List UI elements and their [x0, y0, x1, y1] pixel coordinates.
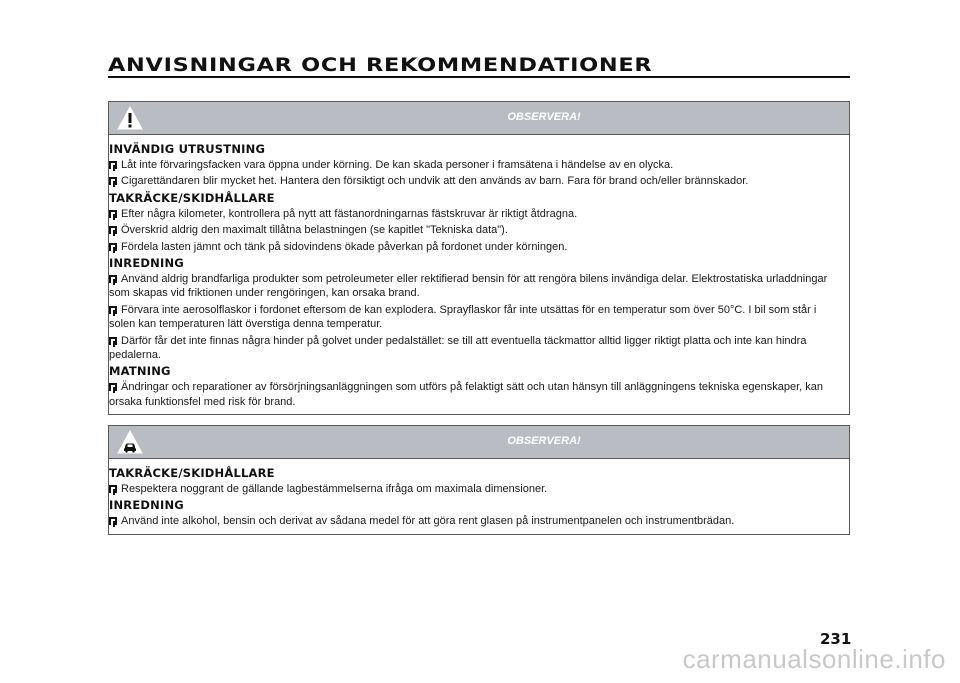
warning-box-title: OBSERVERA!: [507, 111, 581, 123]
bullet-icon: [109, 383, 117, 391]
list-item: Använd aldrig brandfarliga produkter som petroleumeter eller rektifierad bensin för att rengöra bilens invändiga delar. Elektrostatiska urladdningar som skapas vid friktionen under rengöringen, kan orsaka brand.: [109, 273, 828, 300]
list-item: Förvara inte aerosolflaskor i fordonet eftersom de kan explodera. Sprayflaskor får inte utsättas för en temperatur som över 50°C. I bil som står i solen kan temperaturen lätt överstiga denna temperatur.: [109, 303, 817, 331]
page-title: ANVISNINGAR OCH REKOMMENDATIONER: [108, 54, 653, 76]
section-heading: INVÄNDIG UTRUSTNING: [109, 142, 266, 156]
bullet-icon: [109, 243, 117, 251]
warning-box-header: [109, 426, 849, 459]
list-item: Cigarettändaren blir mycket het. Hantera den försiktigt och undvik att den används av barn. Fara för brand och/eller brännskador.: [109, 174, 845, 188]
section-heading: MATNING: [109, 364, 171, 379]
bullet-icon: [109, 275, 117, 283]
warning-box-1: [108, 101, 850, 415]
bullet-icon: [109, 226, 117, 234]
bullet-icon: [109, 161, 117, 169]
section-heading: TAKRÄCKE/SKIDHÅLLARE: [109, 466, 275, 480]
page-number: 231: [820, 630, 852, 648]
list-item: Överskrid aldrig den maximalt tillåtna belastningen (se kapitlet "Tekniska data").: [109, 223, 845, 237]
section-heading: INREDNING: [109, 256, 184, 271]
bullet-icon: [109, 485, 117, 493]
list-item: Därför får det inte finnas några hinder på golvet under pedalstället: se till att eventuella täckmattor alltid ligger riktigt platta och inte kan hindra pedalerna.: [109, 334, 807, 362]
section-heading: TAKRÄCKE/SKIDHÅLLARE: [109, 190, 275, 205]
warning-box-header: [109, 102, 849, 135]
watermark: carmanualsonline.info: [682, 644, 946, 674]
section-heading: INREDNING: [109, 498, 184, 513]
bullet-icon: [109, 337, 117, 345]
bullet-icon: [109, 517, 117, 525]
warning-box-title: OBSERVERA!: [507, 435, 581, 447]
list-item: Respektera noggrant de gällande lagbestämmelserna ifråga om maximala dimensioner.: [109, 482, 845, 496]
list-item: Fördela lasten jämnt och tänk på sidovindens ökade påverkan på fordonet under körningen.: [109, 240, 845, 254]
list-item: Ändringar och reparationer av försörjningsanläggningen som utförs på felaktigt sätt och utan hänsyn till anläggningens tekniska egenskaper, kan orsaka funktionsfel med risk för brand.: [109, 381, 823, 408]
warning-box-2: [108, 425, 850, 535]
bullet-icon: [109, 210, 117, 218]
bullet-icon: [109, 177, 117, 185]
list-item: Efter några kilometer, kontrollera på nytt att fästanordningarnas fästskruvar är riktigt åtdragna.: [109, 207, 845, 221]
bullet-icon: [109, 306, 117, 314]
title-rule: [108, 76, 850, 78]
list-item: Använd inte alkohol, bensin och derivat av sådana medel för att göra rent glasen på instrumentpanelen och instrumentbrädan.: [109, 514, 845, 528]
list-item: Låt inte förvaringsfacken vara öppna under körning. De kan skada personer i framsätena i händelse av en olycka.: [109, 158, 845, 172]
